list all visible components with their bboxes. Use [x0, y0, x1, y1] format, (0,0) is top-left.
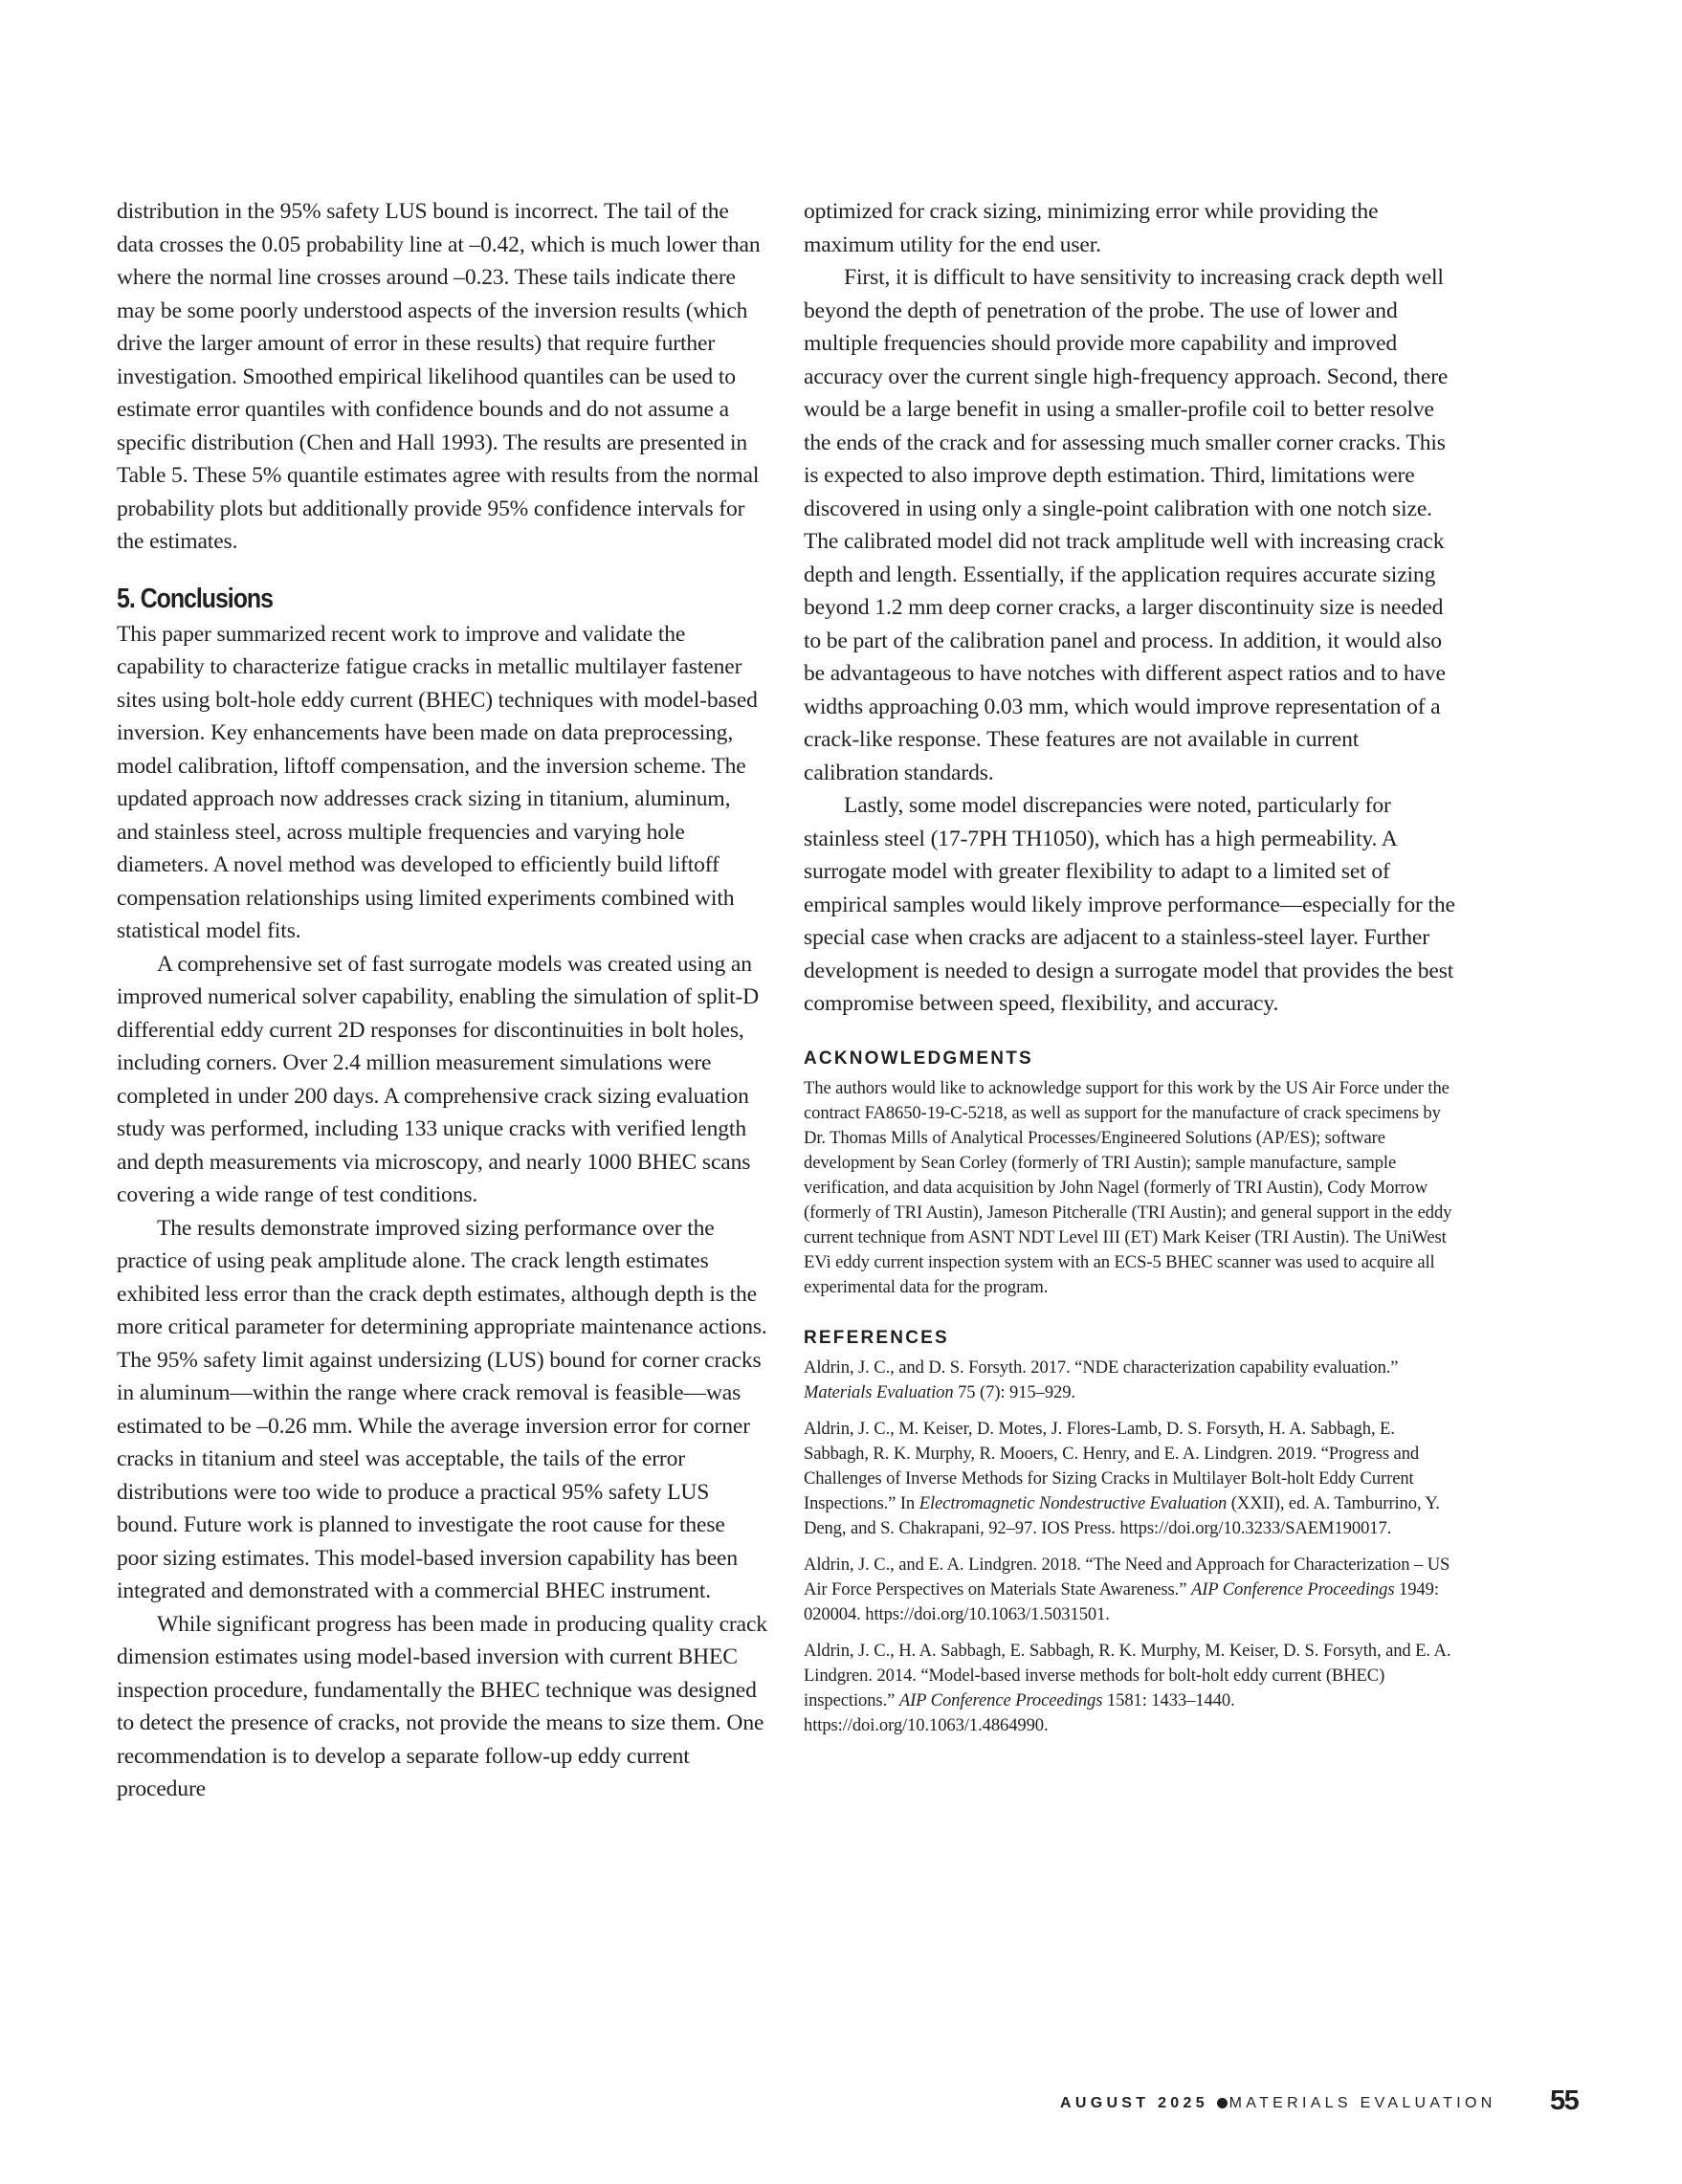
reference-journal: Materials Evaluation	[804, 1381, 954, 1402]
page-footer	[1060, 2084, 1577, 2122]
reference-text: Aldrin, J. C., and E. A. Lindgren. 2018. “The Need and Approach for Characterization – US Air Force Perspectives on Materials State Awareness.”	[804, 1554, 1450, 1599]
right-column-body	[804, 195, 1456, 1021]
discrepancies-paragraph: Lastly, some model discrepancies were noted, particularly for stainless steel (17-7PH TH1050), which has a high permeability. A surrogate model with greater flexibility to adapt to a limited set of empirical samples would likely improve performance—especially for the special case when cracks are adjacent to a stainless-steel layer. Further development is needed to design a surrogate model that provides the best compromise between speed, flexibility, and accuracy.	[804, 793, 1455, 1016]
reference-journal: AIP Conference Proceedings	[898, 1689, 1103, 1710]
reference-journal: AIP Conference Proceedings	[1190, 1578, 1395, 1599]
reference-text: 75 (7): 915–929.	[953, 1381, 1075, 1402]
reference-text: 1581: 1433–1440. https://doi.org/10.1063/1.4864990.	[804, 1689, 1235, 1735]
left-column	[117, 195, 767, 1806]
section-heading-conclusions: 5. Conclusions	[117, 583, 273, 614]
reference-journal: Electromagnetic Nondestructive Evaluation	[918, 1492, 1228, 1513]
footer-running-title	[1060, 2095, 1496, 2112]
reference-item	[804, 1553, 1456, 1627]
continued-paragraph: optimized for crack sizing, minimizing error while providing the maximum utility for the end user.	[804, 199, 1379, 257]
footer-journal: MATERIALS EVALUATION	[1228, 2095, 1496, 2111]
references-list	[804, 1356, 1456, 1738]
page-number: 55	[1550, 2085, 1579, 2116]
footer-issue: AUGUST 2025	[1060, 2095, 1208, 2111]
reference-text: 1949: 020004. https://doi.org/10.1063/1.5031501.	[804, 1578, 1439, 1624]
conclusions-paragraph-1: This paper summarized recent work to improve and validate the capability to characterize fatigue cracks in metallic multilayer fastener sites using bolt-hole eddy current (BHEC) techniques with model-based inversion. Key enhancements have been made on data preprocessing, model calibration, liftoff compensation, and the inversion scheme. The updated approach now addresses crack sizing in titanium, aluminum, and stainless steel, across multiple frequencies and varying hole diameters. A novel method was developed to efficiently build liftoff compensation relationships using limited experiments combined with statistical model fits.	[117, 621, 758, 943]
reference-text: Aldrin, J. C., H. A. Sabbagh, E. Sabbagh, R. K. Murphy, M. Keiser, D. S. Forsyth, and E. A. Lindgren. 2014. “Model-based inverse methods for bolt-holt eddy current (BHEC) inspections.”	[804, 1640, 1451, 1710]
references-heading: REFERENCES	[804, 1327, 949, 1348]
intro-paragraph: distribution in the 95% safety LUS bound is incorrect. The tail of the data crosses the 0.05 probability line at –0.42, which is much lower than where the normal line crosses around –0.23. These tails indicate there may be some poorly understood aspects of the inversion results (which drive the larger amount of error in these results) that require further investigation. Smoothed empirical likelihood quantiles can be used to estimate error quantiles with confidence bounds and do not assume a specific distribution (Chen and Hall 1993). The results are presented in Table 5. These 5% quantile estimates agree with results from the normal probability plots but additionally provide 95% confidence intervals for the estimates.	[117, 199, 761, 554]
right-column	[804, 195, 1456, 1750]
recommendations-paragraph: First, it is difficult to have sensitivity to increasing crack depth well beyond the depth of penetration of the probe. The use of lower and multiple frequencies should provide more capability and improved accuracy over the current single high-frequency approach. Second, there would be a large benefit in using a smaller-profile coil to better resolve the ends of the crack and for assessing much smaller corner cracks. This is expected to also improve depth estimation. Third, limitations were discovered in using only a single-point calibration with one notch size. The calibrated model did not track amplitude well with increasing crack depth and length. Essentially, if the application requires accurate sizing beyond 1.2 mm deep corner cracks, a larger discontinuity size is needed to be part of the calibration panel and process. In addition, it would also be advantageous to have notches with different aspect ratios and to have widths approaching 0.03 mm, which would improve representation of a crack-like response. These features are not available in current calibration standards.	[804, 265, 1449, 785]
reference-item	[804, 1356, 1456, 1405]
bullet-dot-icon	[1217, 2098, 1228, 2108]
conclusions-paragraph-2: A comprehensive set of fast surrogate models was created using an improved numerical solver capability, enabling the simulation of split-D differential eddy current 2D responses for discontinuities in bolt holes, including corners. Over 2.4 million measurement simulations were completed in under 200 days. A comprehensive crack sizing evaluation study was performed, including 133 unique cracks with verified length and depth measurements via microscopy, and nearly 1000 BHEC scans covering a wide range of test conditions.	[117, 951, 760, 1207]
reference-item	[804, 1639, 1456, 1738]
conclusions-paragraph-4: While significant progress has been made in producing quality crack dimension estimates using model-based inversion with current BHEC inspection procedure, fundamentally the BHEC technique was designed to detect the presence of cracks, not provide the means to size them. One recommendation is to develop a separate follow-up eddy current procedure	[117, 1611, 767, 1801]
acknowledgments-text: The authors would like to acknowledge support for this work by the US Air Force under the contract FA8650-19-C-5218, as well as support for the manufacture of crack specimens by Dr. Thomas Mills of Analytical Processes/Engineered Solutions (AP/ES); software development by Sean Corley (formerly of TRI Austin); sample manufacture, sample verification, and data acquisition by John Nagel (formerly of TRI Austin), Cody Morrow (formerly of TRI Austin), Jameson Pitcheralle (TRI Austin); and general support in the eddy current technique from ASNT NDT Level III (ET) Mark Keiser (TRI Austin). The UniWest EVi eddy current inspection system with an ECS-5 BHEC scanner was used to acquire all experimental data for the program.	[804, 1077, 1452, 1297]
conclusions-paragraph-3: The results demonstrate improved sizing performance over the practice of using peak amplitude alone. The crack length estimates exhibited less error than the crack depth estimates, although depth is the more critical parameter for determining appropriate maintenance actions. The 95% safety limit against undersizing (LUS) bound for corner cracks in aluminum—within the range where crack removal is feasible—was estimated to be –0.26 mm. While the average inversion error for corner cracks in titanium and steel was acceptable, the tails of the error distributions were too wide to produce a practical 95% safety LUS bound. Future work is planned to investigate the root cause for these poor sizing estimates. This model-based inversion capability has been integrated and demonstrated with a commercial BHEC instrument.	[117, 1215, 767, 1603]
reference-text: Aldrin, J. C., M. Keiser, D. Motes, J. Flores-Lamb, D. S. Forsyth, H. A. Sabbagh, E. Sabbagh, R. K. Murphy, R. Mooers, C. Henry, and E. A. Lindgren. 2019. “Progress and Challenges of Inverse Methods for Sizing Cracks in Multilayer Bolt-holt Eddy Current Inspections.” In	[804, 1418, 1420, 1513]
reference-item	[804, 1417, 1456, 1541]
acknowledgments-heading: ACKNOWLEDGMENTS	[804, 1048, 1033, 1069]
reference-text: (XXII), ed. A. Tamburrino, Y. Deng, and S. Chakrapani, 92–97. IOS Press. https://doi.org/10.3233/SAEM190017.	[804, 1492, 1440, 1538]
reference-text: Aldrin, J. C., and D. S. Forsyth. 2017. “NDE characterization capability evaluation.”	[804, 1357, 1399, 1378]
